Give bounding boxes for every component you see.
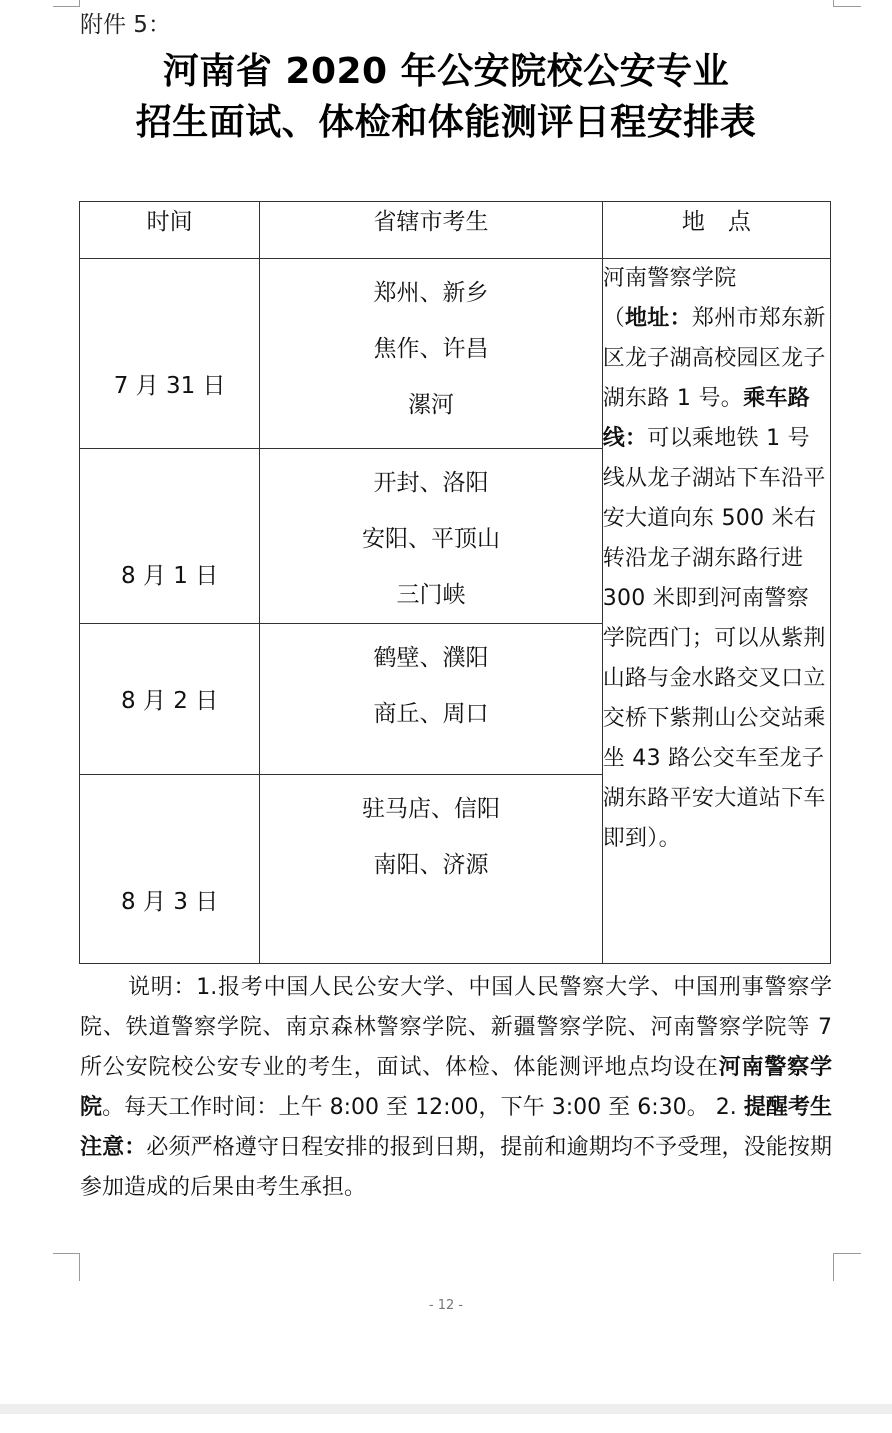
attachment-label: 附件 5： — [80, 12, 171, 38]
address-text: 郑州市郑东新区龙子湖高校园区龙子湖东路 1 号。 — [602, 306, 826, 411]
cities-cell: 郑州、新乡 焦作、许昌 漯河 — [260, 259, 602, 449]
title-line-1: 河南省 2020 年公安院校公安专业 — [162, 51, 730, 92]
crop-mark-bottom-left — [53, 1253, 80, 1281]
crop-mark-top-right — [833, 0, 861, 7]
crop-mark-top-left — [53, 0, 80, 7]
date-cell: 8 月 3 日 — [80, 775, 260, 964]
route-text: 可以乘地铁 1 号线从龙子湖站下车沿平安大道向东 500 米右转沿龙子湖东路行进 300 米即到河南警察学院西门；可以从紫荆山路与金水路交叉口立交桥下紫荆山公交站乘坐 43 路公交车至龙子湖东路平安大道站下车即到）。 — [602, 426, 826, 851]
table-header-row — [80, 202, 831, 259]
schedule-table — [79, 201, 831, 964]
title-line-2: 招生面试、体检和体能测评日程安排表 — [135, 102, 757, 143]
date-cell: 8 月 2 日 — [80, 624, 260, 775]
notes-paragraph: 说明：1.报考中国人民公安大学、中国人民警察大学、中国刑事警察学院、铁道警察学院、南京森林警察学院、新疆警察学院、河南警察学院等 7 所公安院校公安专业的考生，面试、体检、体能测评地点均设在河南警察学院。每天工作时间：上午 8:00 至 12:00，下午 3:00 至 6:30。 2. 提醒考生注意：必须严格遵守日程安排的报到日期，提前和逾期均不予受理，没能按期参加造成的后果由考生承担。 — [80, 975, 832, 1200]
header-location: 地 点 — [602, 202, 830, 259]
page-number: - 12 - — [428, 1298, 464, 1313]
cities-cell: 鹤壁、濮阳 商丘、周口 — [260, 624, 602, 775]
cities-cell: 驻马店、信阳 南阳、济源 — [260, 775, 602, 964]
highlight-school: 河南警察学院 — [80, 1055, 832, 1120]
crop-mark-bottom-right — [833, 1253, 861, 1281]
notes-section — [80, 968, 832, 1208]
address-label: 地址： — [625, 306, 692, 331]
header-time: 时间 — [80, 202, 260, 259]
header-cities: 省辖市考生 — [260, 202, 602, 259]
reminder-label: 提醒考生注意： — [80, 1095, 832, 1160]
date-cell: 7 月 31 日 — [80, 259, 260, 449]
page-separator — [0, 1404, 892, 1414]
date-cell: 8 月 1 日 — [80, 449, 260, 624]
table-row — [80, 259, 831, 449]
location-name: 河南警察学院 — [602, 266, 737, 291]
route-label: 乘车路线： — [602, 386, 810, 451]
cities-cell: 开封、洛阳 安阳、平顶山 三门峡 — [260, 449, 602, 624]
location-cell: 河南警察学院 （地址：郑州市郑东新区龙子湖高校园区龙子湖东路 1 号。乘车路线：可以乘地铁 1 号线从龙子湖站下车沿平安大道向东 500 米右转沿龙子湖东路行进 300 米即到河南警察学院西门；可以从紫荆山路与金水路交叉口立交桥下紫荆山公交站乘坐 43 路公交车至龙子湖东路平安大道站下车即到）。 — [602, 259, 830, 964]
